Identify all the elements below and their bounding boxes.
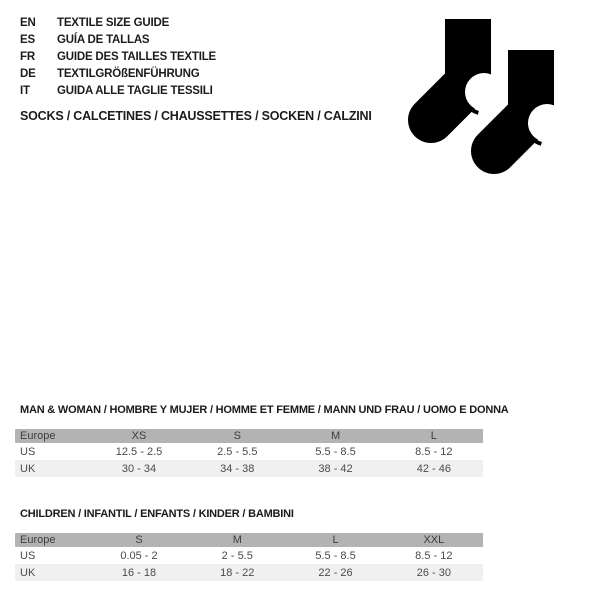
language-label: GUÍA DE TALLAS [57,34,150,46]
language-code: DE [20,68,36,80]
header-cell: L [332,534,339,546]
size-cell: 2 - 5.5 [221,549,253,562]
size-cell: 2.5 - 5.5 [217,445,258,458]
table-row [15,460,483,477]
size-cell: 26 - 30 [416,566,451,579]
table-title: CHILDREN / INFANTIL / ENFANTS / KINDER / BAMBINI [20,508,294,520]
size-cell: 0.05 - 2 [120,549,158,562]
size-table-children [15,533,483,581]
language-list [20,15,216,100]
language-label: TEXTILE SIZE GUIDE [57,17,170,29]
size-section-man-woman [15,404,509,477]
size-cell: 5.5 - 8.5 [315,549,356,562]
size-table-man-woman [15,429,483,477]
language-label: GUIDA ALLE TAGLIE TESSILI [57,85,213,97]
table-row [15,443,483,460]
language-code: FR [20,51,35,63]
row-label: UK [20,462,36,475]
size-cell: 34 - 38 [220,462,255,475]
table-header-row [15,429,483,443]
language-row-es [20,32,216,49]
header-cell: S [135,534,143,546]
size-cell: 12.5 - 2.5 [115,445,163,458]
header-cell: Europe [20,430,56,442]
language-label: GUIDE DES TAILLES TEXTILE [57,51,216,63]
language-row-fr [20,49,216,66]
size-cell: 38 - 42 [318,462,353,475]
header-cell: S [233,430,241,442]
row-label: US [20,445,36,458]
language-code: ES [20,34,35,46]
language-row-en [20,15,216,32]
table-title: MAN & WOMAN / HOMBRE Y MUJER / HOMME ET FEMME / MANN UND FRAU / UOMO E DONNA [20,404,509,416]
socks-icon [400,10,570,190]
category-title: SOCKS / CALCETINES / CHAUSSETTES / SOCKEN / CALZINI [20,109,372,123]
size-section-children [15,508,483,581]
language-code: EN [20,17,36,29]
size-cell: 18 - 22 [220,566,255,579]
size-cell: 22 - 26 [318,566,353,579]
table-row [15,564,483,581]
size-cell: 5.5 - 8.5 [315,445,356,458]
row-label: UK [20,566,36,579]
table-header-row [15,533,483,547]
language-row-it [20,83,216,100]
sock-left [431,19,503,120]
sock-right [494,50,566,151]
table-row [15,547,483,564]
header-cell: M [330,430,341,442]
size-cell: 16 - 18 [121,566,157,579]
header-cell: Europe [20,534,56,546]
size-cell: 30 - 34 [121,462,157,475]
language-code: IT [20,85,30,97]
header-cell: XS [131,430,147,442]
size-cell: 8.5 - 12 [415,549,453,562]
language-label: TEXTILGRÖßENFÜHRUNG [57,68,200,80]
header-cell: XXL [423,534,445,546]
size-cell: 8.5 - 12 [415,445,453,458]
size-cell: 42 - 46 [416,462,451,475]
language-row-de [20,66,216,83]
header-cell: M [232,534,242,546]
row-label: US [20,549,36,562]
header-cell: L [430,430,437,442]
